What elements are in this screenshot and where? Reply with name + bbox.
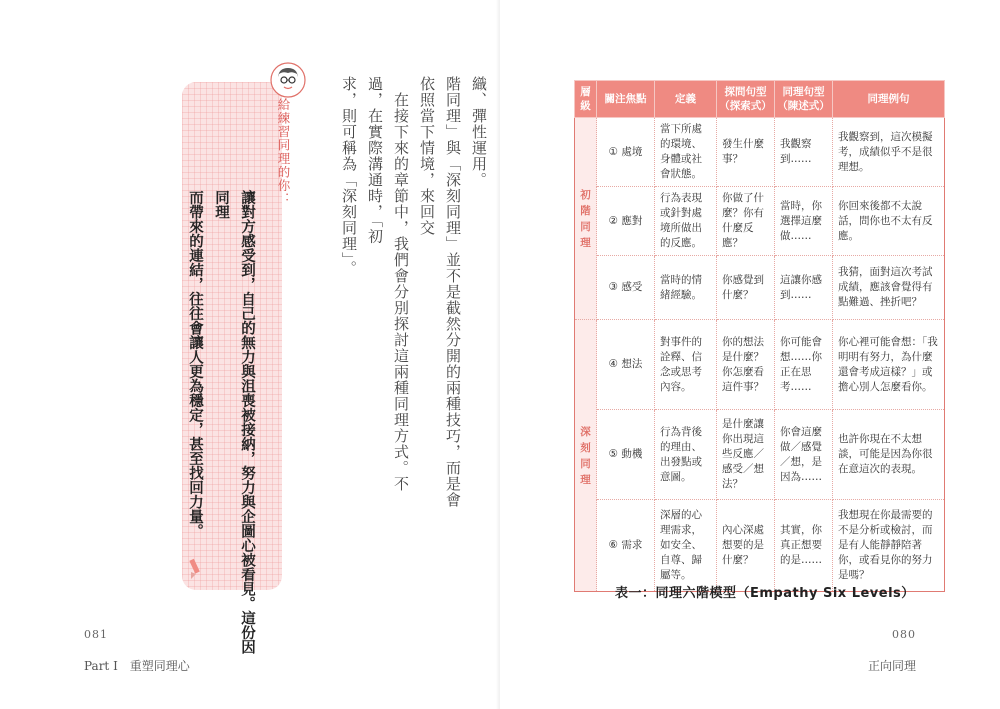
- table-row: [575, 500, 945, 592]
- statement-cell: 當時，你選擇這麼做……: [775, 187, 833, 256]
- focus-cell: ⑤ 動機: [597, 410, 655, 500]
- table-row: [575, 187, 945, 256]
- probe-cell: 是什麼讓你出現這些反應／感受／想法？: [717, 410, 775, 500]
- table-row: [575, 320, 945, 410]
- body-column: 階同理」與「深刻同理」並不是截然分開的兩種技巧，而是會依照當下情境，來回交: [418, 76, 462, 508]
- probe-cell: 發生什麼事？: [717, 118, 775, 187]
- page-number: 080: [892, 628, 916, 641]
- probe-cell: 你感覺到什麼？: [717, 256, 775, 320]
- focus-cell: ② 應對: [597, 187, 655, 256]
- header-cell: 關注焦點: [597, 81, 655, 118]
- definition-cell: 當時的情緒經驗。: [655, 256, 717, 320]
- empathy-table: [574, 80, 944, 592]
- example-cell: 你心裡可能會想：「我明明有努力，為什麼還會考成這樣？」或擔心別人怎麼看你。: [833, 320, 945, 410]
- avatar-icon: [270, 62, 306, 98]
- level-cell: [575, 118, 597, 320]
- statement-cell: 這讓你感到……: [775, 256, 833, 320]
- statement-cell: 我觀察到……: [775, 118, 833, 187]
- pencil-icon: [188, 558, 202, 580]
- running-head: 正向同理: [867, 659, 916, 673]
- example-cell: 我猜，面對這次考試成績，應該會覺得有點難過、挫折吧？: [833, 256, 945, 320]
- table-row: [575, 118, 945, 187]
- focus-cell: ⑥ 需求: [597, 500, 655, 592]
- probe-cell: 你做了什麼？你有什麼反應？: [717, 187, 775, 256]
- focus-cell: ④ 想法: [597, 320, 655, 410]
- header-cell: 同理句型（陳述式）: [775, 81, 833, 118]
- definition-cell: 行為背後的理由、出發點或意圖。: [655, 410, 717, 500]
- header-cell: 同理例句: [833, 81, 945, 118]
- callout-column: 而帶來的連結，往往會讓人更為穩定，甚至找回力量。: [187, 190, 203, 538]
- example-cell: 我觀察到，這次模擬考，成績似乎不是很理想。: [833, 118, 945, 187]
- callout-column: 讓對方感受到，自己的無力與沮喪被接納，努力與企圖心被看見。這份因同理: [213, 190, 255, 654]
- right-page: [500, 0, 1000, 709]
- example-cell: 我想現在你最需要的不是分析或檢討，而是有人能靜靜陪著你，或看見你的努力是嗎？: [833, 500, 945, 592]
- probe-cell: 內心深處想要的是什麼？: [717, 500, 775, 592]
- example-cell: 你回來後都不太說話，問你也不太有反應。: [833, 187, 945, 256]
- focus-cell: ① 處境: [597, 118, 655, 187]
- callout-text: [187, 190, 260, 660]
- definition-cell: 行為表現或針對處境所做出的反應。: [655, 187, 717, 256]
- header-cell: 層級: [575, 81, 597, 118]
- example-cell: 也許你現在不太想談，可能是因為你很在意這次的表現。: [833, 410, 945, 500]
- body-column: 在接下來的章節中，我們會分別探討這兩種同理方式。不過，在實際溝通時，「初: [366, 76, 410, 492]
- definition-cell: 對事件的詮釋、信念或思考內容。: [655, 320, 717, 410]
- definition-cell: 深層的心理需求，如安全、自尊、歸屬等。: [655, 500, 717, 592]
- page-number: 081: [84, 628, 108, 641]
- header-cell: 定義: [655, 81, 717, 118]
- table-header-row: [575, 81, 945, 118]
- body-column: 織、彈性運用。: [470, 76, 488, 188]
- table-row: [575, 410, 945, 500]
- body-text: [336, 76, 492, 516]
- table-caption: 表一：同理六階模型（Empathy Six Levels）: [615, 586, 915, 601]
- callout-title: 給練習同理的你：: [276, 98, 291, 206]
- probe-cell: 你的想法是什麼？你怎麼看這件事？: [717, 320, 775, 410]
- statement-cell: 你可能會想……你正在思考……: [775, 320, 833, 410]
- running-head: Part I 重塑同理心: [84, 659, 190, 673]
- definition-cell: 當下所處的環境、身體或社會狀態。: [655, 118, 717, 187]
- statement-cell: 其實，你真正想要的是……: [775, 500, 833, 592]
- callout-box: [182, 82, 282, 654]
- focus-cell: ③ 感受: [597, 256, 655, 320]
- level-label: 初階同理: [580, 188, 591, 249]
- statement-cell: 你會這麼做／感覺／想，是因為……: [775, 410, 833, 500]
- header-cell: 探問句型（探索式）: [717, 81, 775, 118]
- level-cell: [575, 320, 597, 592]
- level-label: 深刻同理: [580, 425, 591, 486]
- table-row: [575, 256, 945, 320]
- body-column: 求，則可稱為「深刻同理」。: [340, 76, 358, 277]
